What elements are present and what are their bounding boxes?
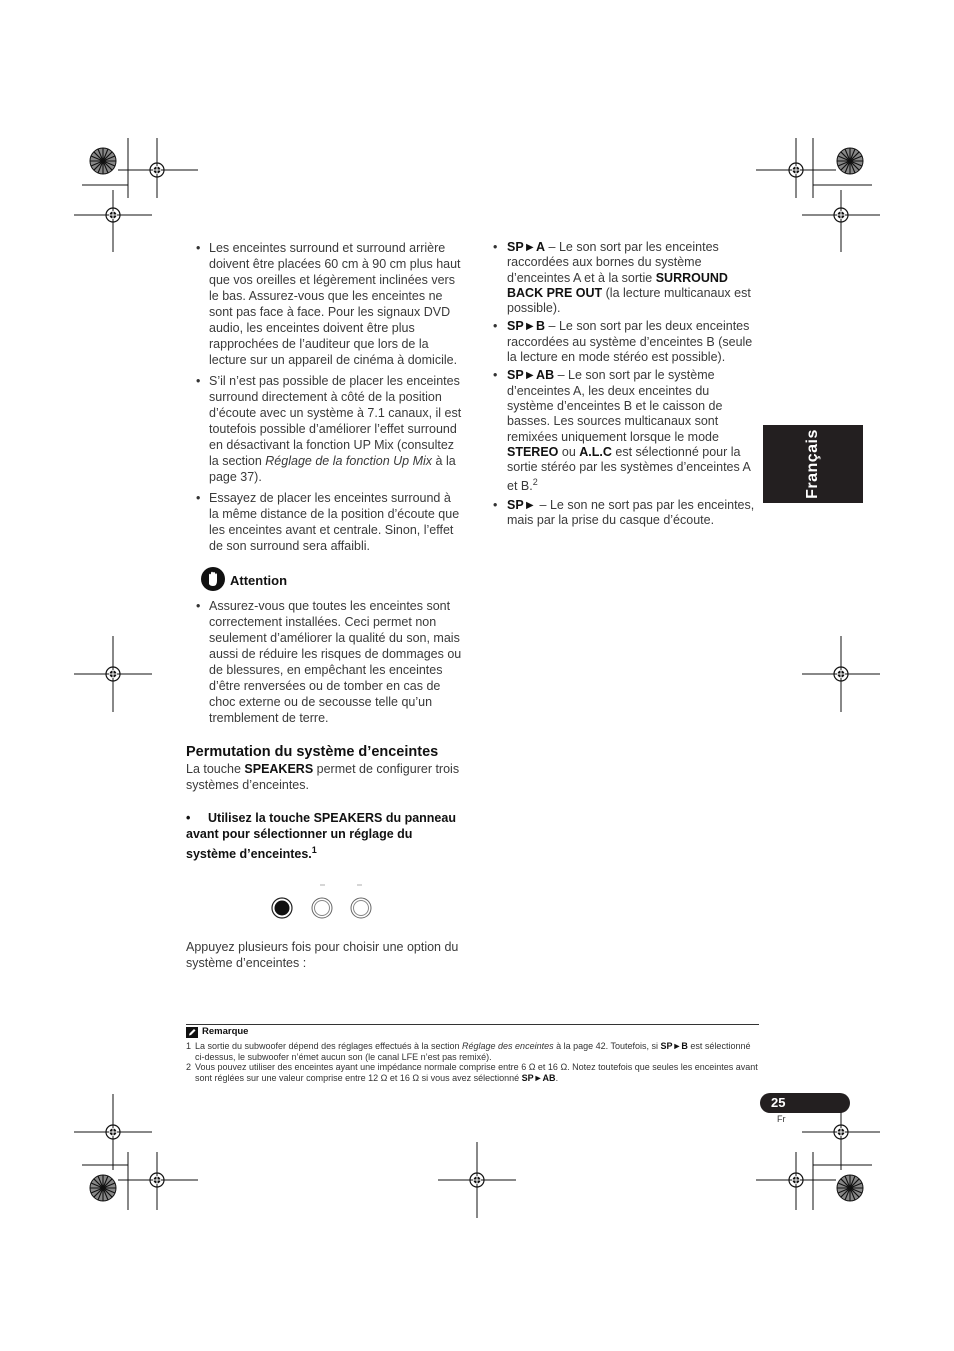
language-tab — [763, 425, 863, 503]
remarque-title: Remarque — [202, 1026, 249, 1037]
page-number-badge — [760, 1093, 850, 1113]
list-item: • SP► – Le son ne sort pas par les enceintes, mais par la prise du casque d’écoute. — [493, 498, 759, 529]
remarque-heading — [186, 1027, 759, 1040]
section-title: Permutation du système d’enceintes — [186, 744, 439, 760]
attention-list — [186, 598, 462, 726]
attention-heading — [186, 570, 462, 596]
press-instruction: Appuyez plusieurs fois pour choisir une option du système d’enceintes : — [186, 940, 459, 971]
list-item: • Essayez de placer les enceintes surround à la même distance de la position d’écoute que les enceintes avant et centrale. Sinon, l’effet de son surround sera affaibli. — [186, 490, 462, 554]
list-item: • SP►A – Le son sort par les enceintes raccordées aux bornes du système d’enceintes A et à la sortie SURROUND BACK PRE OUT (la lecture multicanaux est possible). — [493, 240, 759, 316]
cross-reference: Réglage de la fonction Up Mix — [265, 454, 433, 468]
list-item: • S’il n’est pas possible de placer les enceintes surround directement à côté de la position d’écoute avec un système à 7.1 canaux, il est toutefois possible d’améliorer l’effet surround en désactivant la fonction UP Mix (consultez la section Réglage de la fonction Up Mix à la page 37). — [186, 373, 462, 485]
speaker-options-list — [493, 240, 759, 529]
right-column — [493, 240, 759, 532]
attention-box — [186, 570, 462, 726]
page-language-code: Fr — [777, 1114, 786, 1124]
list-item: • Assurez-vous que toutes les enceintes sont correctement installées. Ceci permet non seulement d’améliorer la qualité du son, mais aussi de réduire les risques de dommages ou de blessures, en empêchant les enceintes d’être renversées ou de tomber en cas de choc externe ou de secousse telle qu’un tremblement de terre. — [186, 598, 462, 726]
section-intro: La touche SPEAKERS permet de configurer trois systèmes d’enceintes. — [186, 762, 460, 792]
front-panel-knob-illustration — [312, 898, 332, 918]
speakers-button-illustration — [272, 898, 292, 918]
front-panel-knob-illustration — [351, 898, 371, 918]
attention-title: Attention — [230, 573, 288, 588]
step-instruction: • Utilisez la touche SPEAKERS du panneau avant pour sélectionner un réglage du système d’enceintes.$^1$ — [186, 811, 456, 862]
list-item: • SP►AB – Le son sort par le système d’enceintes A, les deux enceintes du système d’enceintes B et le caisson de basses. Les sources multicanaux sont remixées uniquement lorsque le mode STEREO ou A.L.C est sélectionné pour la sortie stéréo par les systèmes d’enceintes A et B.$^2$ — [493, 368, 759, 495]
speaker-buttons-illustration — [186, 875, 462, 923]
remarque-box — [186, 1027, 759, 1083]
left-column — [186, 240, 462, 971]
list-item: • SP►B – Le son sort par les deux enceintes raccordées au système d’enceintes B (seule la lecture en mode stéréo est possible). — [493, 319, 759, 365]
footnote-1: 1 La sortie du subwoofer dépend des réglages effectués à la section Réglage des enceintes à la page 42. Toutefois, si SP►B est sélectionné ci-dessus, le subwoofer n’émet aucun son (le canal LFE n’est pas remixé). — [186, 1041, 751, 1062]
page-number: 25 — [771, 1095, 786, 1110]
footnote-rule — [186, 1024, 759, 1025]
hand-stop-icon — [201, 567, 225, 591]
footnote-2: 2 Vous pouvez utiliser des enceintes ayant une impédance normale comprise entre 6 Ω et 16 Ω. Notez toutefois que seules les enceintes avant sont réglées sur une valeur comprise entre 12 Ω et 16 Ω si vous avez sélectionné SP►AB. — [186, 1062, 758, 1083]
placement-tips-list — [186, 240, 462, 554]
note-pencil-icon — [186, 1027, 198, 1038]
language-tab-label: Français — [804, 429, 821, 499]
list-item: • Les enceintes surround et surround arrière doivent être placées 60 cm à 90 cm plus haut que vos oreilles et légèrement inclinées vers le bas. Assurez-vous que les enceintes ne sont pas face à face. Pour les signaux DVD audio, les enceintes doivent être plus rapprochées de l’auditeur que lors de la lecture sur un appareil de cinéma à domicile. — [186, 240, 462, 368]
